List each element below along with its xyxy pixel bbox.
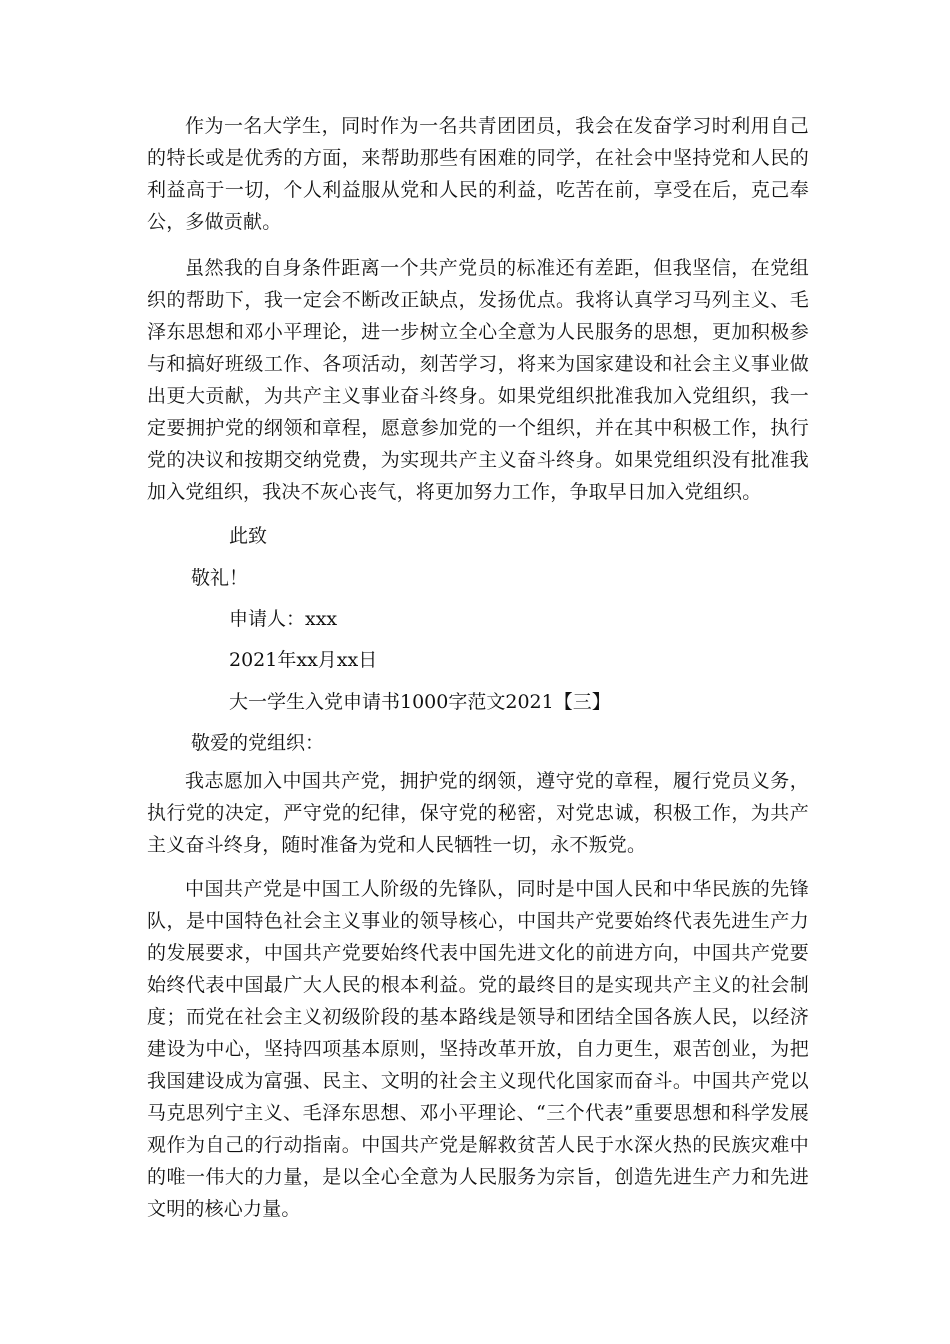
paragraph-4: 中国共产党是中国工人阶级的先锋队，同时是中国人民和中华民族的先锋队，是中国特色社会主义事业的领导核心，中国共产党要始终代表先进生产力的发展要求，中国共产党要始终代表中国先进文化的前进方向，中国共产党要始终代表中国最广大人民的根本利益。党的最终目的是实现共产主义的社会制度；而党在社会主义初级阶段的基本路线是领导和团结全国各族人民，以经济建设为中心，坚持四项基本原则，坚持改革开放，自力更生，艰苦创业，为把我国建设成为富强、民主、文明的社会主义现代化国家而奋斗。中国共产党以马克思列宁主义、毛泽东思想、邓小平理论、“三个代表”重要思想和科学发展观作为自己的行动指南。中国共产党是解救贫苦人民于水深火热的民族灾难中的唯一伟大的力量，是以全心全意为人民服务为宗旨，创造先进生产力和先进文明的核心力量。 — [147, 878, 809, 1220]
greeting-line: 敬爱的党组织： — [191, 732, 325, 754]
paragraph-1-block — [147, 110, 809, 238]
salute-line: 敬礼！ — [191, 567, 249, 589]
paragraph-1: 作为一名大学生，同时作为一名共青团团员，我会在发奋学习时利用自己的特长或是优秀的方面，来帮助那些有困难的同学，在社会中坚持党和人民的利益高于一切，个人利益服从党和人民的利益，吃苦在前，享受在后，克己奉公，多做贡献。 — [147, 115, 809, 233]
closing-line: 此致 — [229, 525, 268, 547]
date-line: 2021年xx月xx日 — [229, 649, 378, 671]
paragraph-3-block — [147, 765, 809, 861]
paragraph-2-block — [147, 252, 809, 508]
paragraph-4-block — [147, 873, 809, 1225]
applicant-line: 申请人：xxx — [229, 608, 338, 630]
paragraph-3: 我志愿加入中国共产党，拥护党的纲领，遵守党的章程，履行党员义务，执行党的决定，严守党的纪律，保守党的秘密，对党忠诚，积极工作，为共产主义奋斗终身，随时准备为党和人民牺牲一切，永不叛党。 — [147, 770, 809, 856]
section-title: 大一学生入党申请书1000字范文2021【三】 — [229, 691, 611, 713]
paragraph-2: 虽然我的自身条件距离一个共产党员的标准还有差距，但我坚信，在党组织的帮助下，我一定会不断改正缺点，发扬优点。我将认真学习马列主义、毛泽东思想和邓小平理论，进一步树立全心全意为人民服务的思想，更加积极参与和搞好班级工作、各项活动，刻苦学习，将来为国家建设和社会主义事业做出更大贡献，为共产主义事业奋斗终身。如果党组织批准我加入党组织，我一定要拥护党的纲领和章程，愿意参加党的一个组织，并在其中积极工作，执行党的决议和按期交纳党费，为实现共产主义奋斗终身。如果党组织没有批准我加入党组织，我决不灰心丧气，将更加努力工作，争取早日加入党组织。 — [147, 257, 809, 503]
